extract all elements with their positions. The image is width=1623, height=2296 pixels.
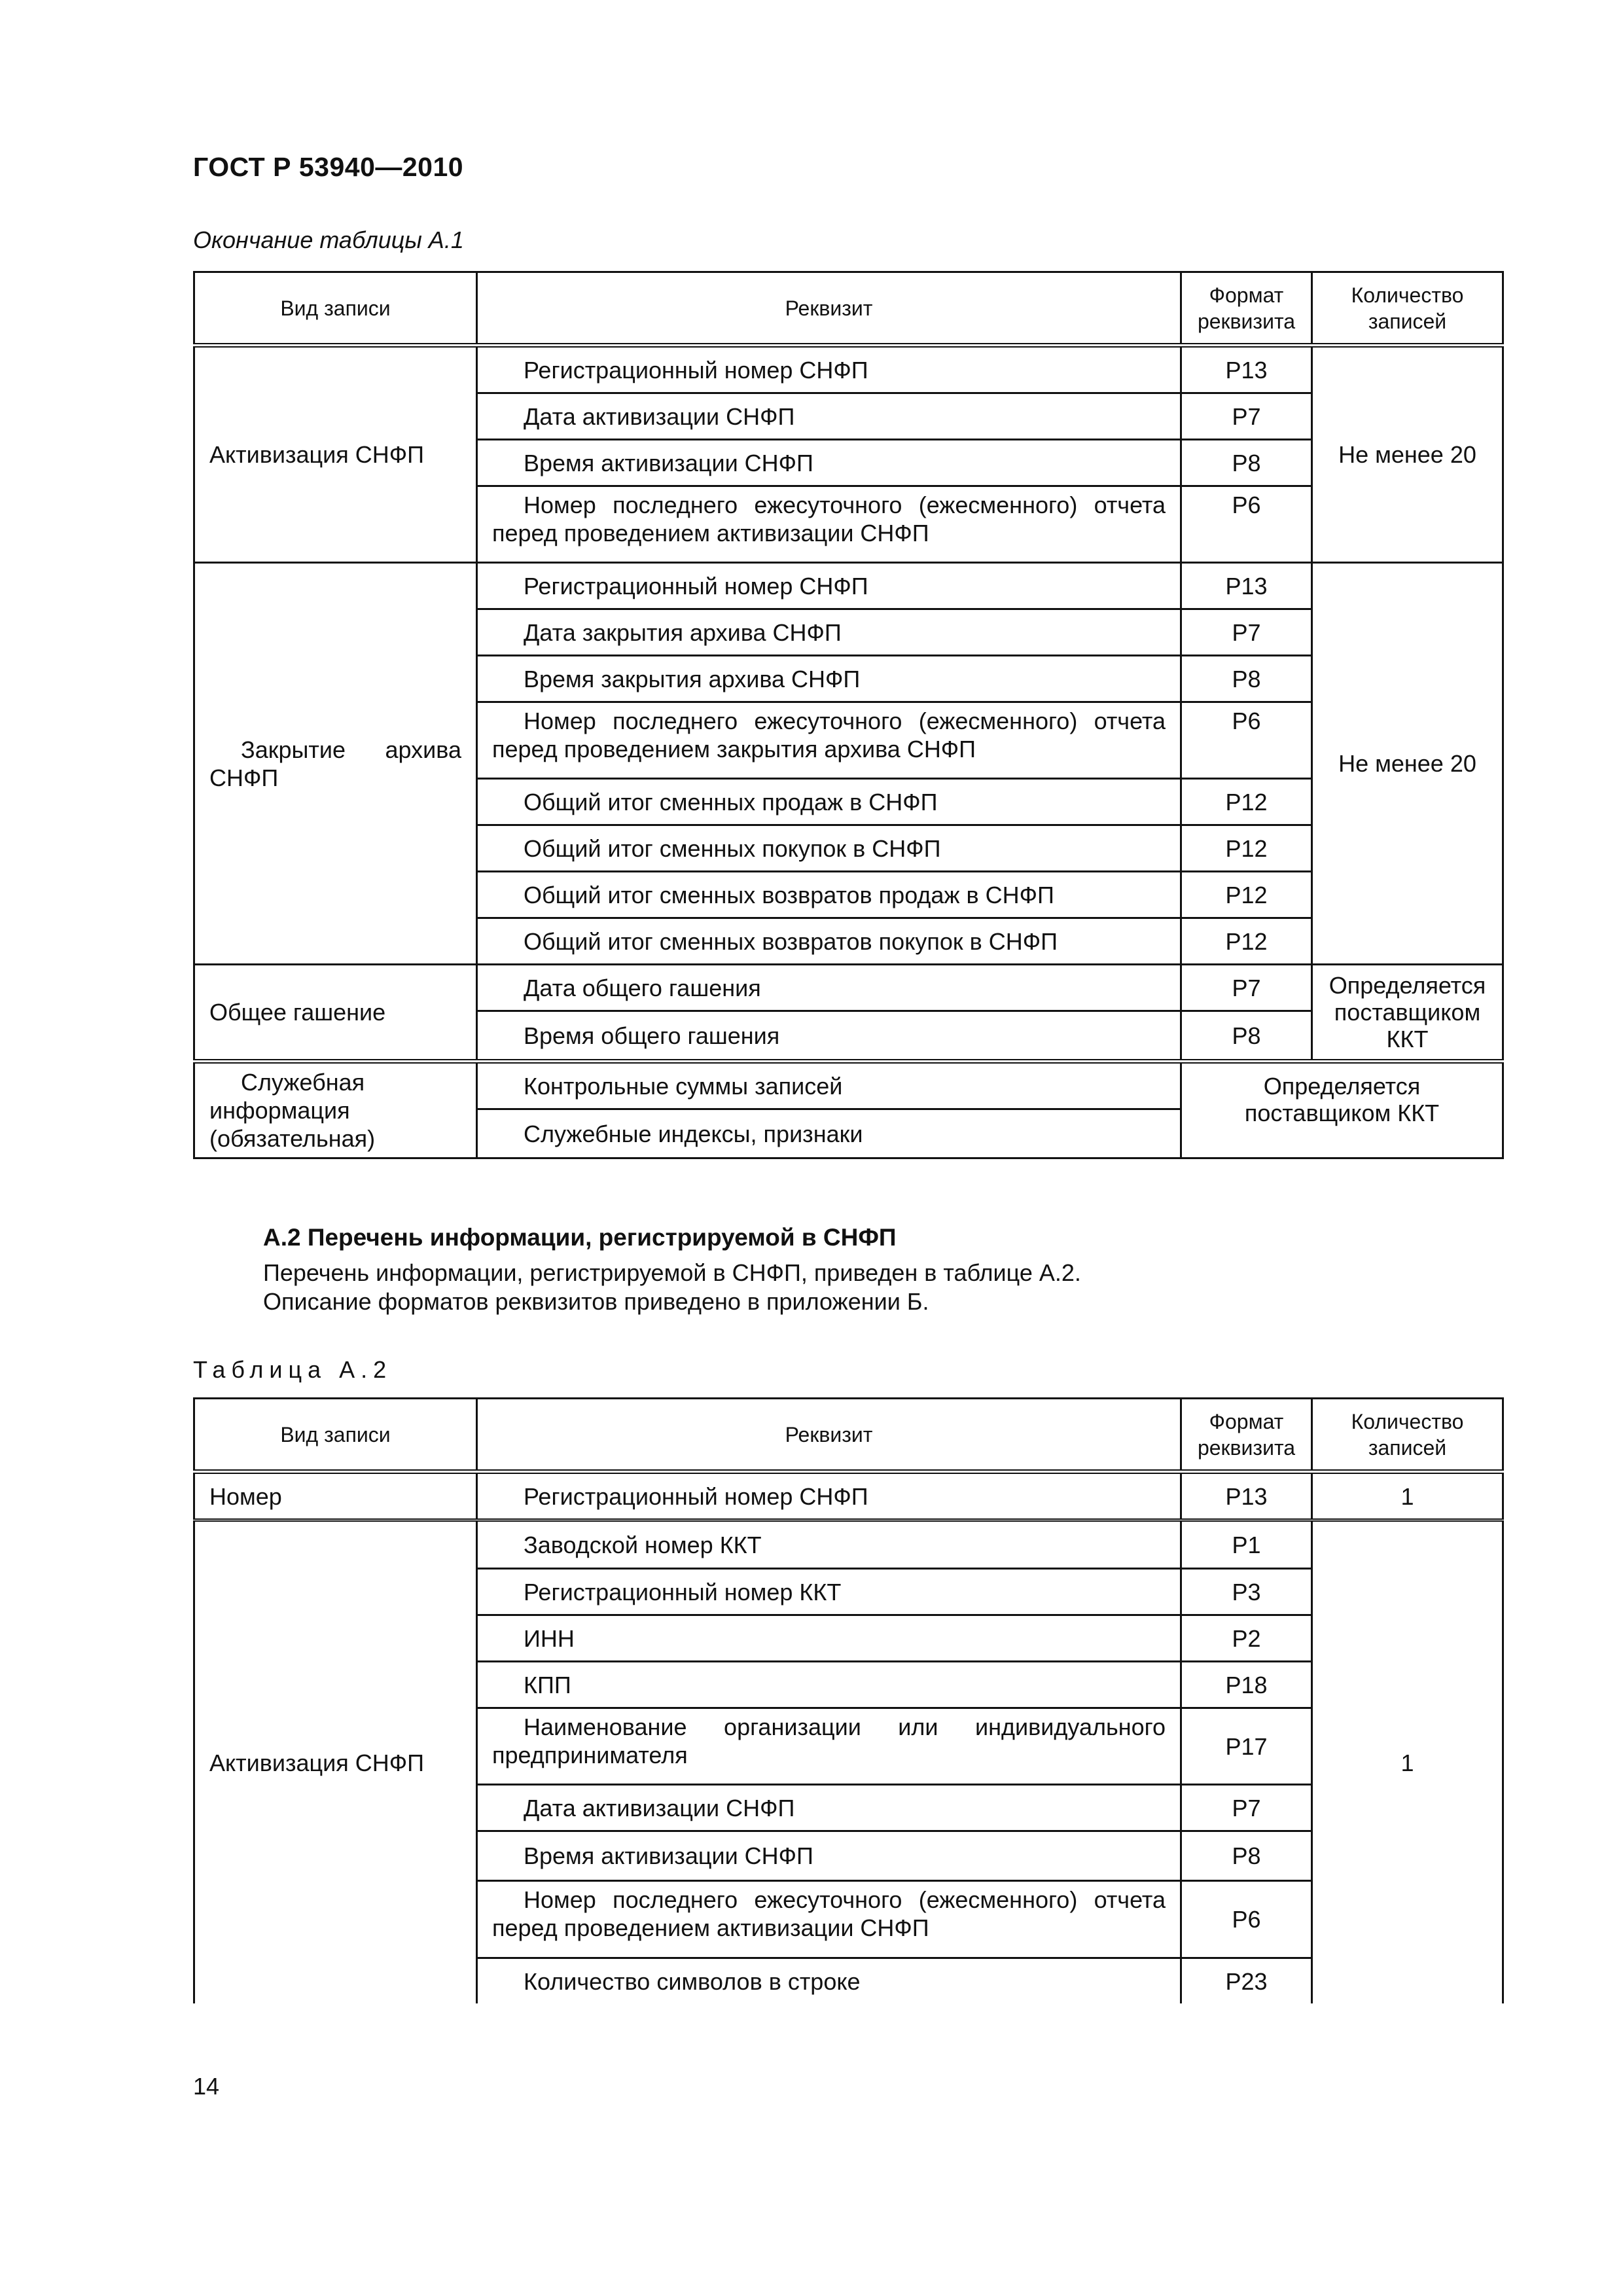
count-cell: 1 [1312,1520,1503,2004]
format-cell: Р18 [1181,1662,1312,1708]
paragraph: Описание форматов реквизитов приведено в приложении Б. [263,1288,929,1315]
record-kind: Закрытие архива СНФП [194,563,477,965]
column-header: Вид записи [194,1399,477,1472]
record-kind: Общее гашение [194,965,477,1062]
requisite-cell: Общий итог сменных возвратов покупок в СНФП [477,918,1181,965]
requisite-cell: Регистрационный номер СНФП [477,346,1181,393]
column-header: Количество записей [1312,1399,1503,1472]
requisite-cell: Номер последнего ежесуточного (ежесменного) отчета перед проведением активизации СНФП [477,486,1181,563]
format-cell: Р8 [1181,656,1312,702]
format-cell: Р6 [1181,702,1312,779]
table-row [194,1472,1503,1520]
requisite-cell: Номер последнего ежесуточного (ежесменного) отчета перед проведением активизации СНФП [477,1881,1181,1958]
count-cell: Определяется поставщиком ККТ [1312,965,1503,1062]
record-kind: Активизация СНФП [194,346,477,563]
requisite-cell: ИНН [477,1615,1181,1662]
requisite-cell: КПП [477,1662,1181,1708]
format-cell: Р12 [1181,918,1312,965]
requisite-cell: Время общего гашения [477,1011,1181,1062]
document-title: ГОСТ Р 53940—2010 [193,152,464,182]
format-cell: Р8 [1181,1831,1312,1881]
table2-caption: Таблица А.2 [193,1356,393,1383]
format-cell: Р13 [1181,563,1312,609]
format-cell: Р12 [1181,779,1312,825]
format-cell: Р6 [1181,1881,1312,1958]
format-cell: Р12 [1181,872,1312,918]
page-number: 14 [193,2073,220,2100]
requisite-cell: Наименование организации или индивидуального предпринимателя [477,1708,1181,1785]
format-cell: Р7 [1181,965,1312,1011]
record-kind: Служебная информация (обязательная) [194,1062,477,1158]
column-header: Количество записей [1312,272,1503,346]
requisite-cell: Номер последнего ежесуточного (ежесменного) отчета перед проведением закрытия архива СНФП [477,702,1181,779]
table-a1-end [193,271,1504,1159]
format-cell: Р1 [1181,1520,1312,1569]
paragraph: Перечень информации, регистрируемой в СНФП, приведен в таблице А.2. [263,1259,1081,1286]
table-a2 [193,1397,1504,2003]
requisite-cell: Общий итог сменных возвратов продаж в СНФП [477,872,1181,918]
format-cell: Р17 [1181,1708,1312,1785]
format-cell: Р8 [1181,1011,1312,1062]
requisite-cell: Дата общего гашения [477,965,1181,1011]
count-cell: Не менее 20 [1312,346,1503,563]
requisite-cell: Время активизации СНФП [477,440,1181,486]
count-cell: 1 [1312,1472,1503,1520]
requisite-cell: Время активизации СНФП [477,1831,1181,1881]
requisite-cell: Регистрационный номер СНФП [477,563,1181,609]
section-heading: А.2 Перечень информации, регистрируемой в СНФП [263,1224,897,1251]
format-cell: Р7 [1181,1785,1312,1831]
requisite-cell: Служебные индексы, признаки [477,1109,1181,1158]
count-cell: Определяется поставщиком ККТ [1181,1062,1503,1158]
table-header-row [194,1399,1503,1472]
table1-caption: Окончание таблицы А.1 [193,226,464,253]
format-cell: Р2 [1181,1615,1312,1662]
table-row [194,965,1503,1011]
table-row [194,1062,1503,1109]
format-cell: Р3 [1181,1569,1312,1615]
column-header: Вид записи [194,272,477,346]
count-cell: Не менее 20 [1312,563,1503,965]
format-cell: Р6 [1181,486,1312,563]
requisite-cell: Дата активизации СНФП [477,1785,1181,1831]
format-cell: Р13 [1181,1472,1312,1520]
column-header: Формат реквизита [1181,272,1312,346]
requisite-cell: Общий итог сменных продаж в СНФП [477,779,1181,825]
format-cell: Р13 [1181,346,1312,393]
record-kind: Активизация СНФП [194,1520,477,2004]
column-header: Реквизит [477,272,1181,346]
requisite-cell: Дата активизации СНФП [477,393,1181,440]
format-cell: Р12 [1181,825,1312,872]
record-kind: Номер [194,1472,477,1520]
requisite-cell: Регистрационный номер СНФП [477,1472,1181,1520]
format-cell: Р8 [1181,440,1312,486]
requisite-cell: Заводской номер ККТ [477,1520,1181,1569]
format-cell: Р7 [1181,393,1312,440]
requisite-cell: Контрольные суммы записей [477,1062,1181,1109]
requisite-cell: Время закрытия архива СНФП [477,656,1181,702]
table-row [194,346,1503,393]
table-row [194,563,1503,609]
table-header-row [194,272,1503,346]
requisite-cell: Дата закрытия архива СНФП [477,609,1181,656]
table-row [194,1520,1503,1569]
format-cell: Р23 [1181,1958,1312,2004]
column-header: Формат реквизита [1181,1399,1312,1472]
format-cell: Р7 [1181,609,1312,656]
requisite-cell: Количество символов в строке [477,1958,1181,2004]
requisite-cell: Общий итог сменных покупок в СНФП [477,825,1181,872]
column-header: Реквизит [477,1399,1181,1472]
requisite-cell: Регистрационный номер ККТ [477,1569,1181,1615]
